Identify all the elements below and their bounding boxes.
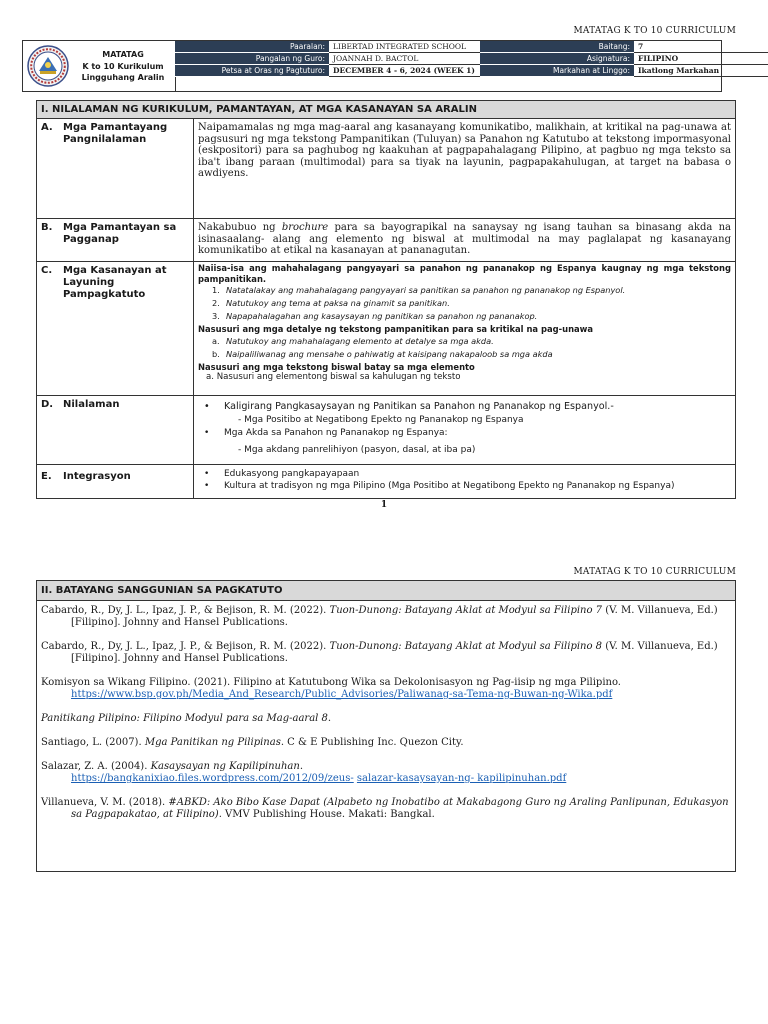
objective-letter: b.	[212, 348, 220, 359]
list-item	[198, 468, 731, 480]
objective-item	[212, 310, 731, 323]
reference-publisher: . VMV Publishing House. Makati: Bangkal.	[218, 809, 435, 820]
objective-heading-3: Nasusuri ang mga tekstong biswal batay sa mga elemento	[198, 361, 475, 372]
row-a-label	[37, 119, 194, 218]
row-c-label	[37, 262, 194, 395]
objective-item	[212, 297, 731, 310]
asignatura-label: Asignatura:	[480, 53, 634, 65]
header-grid	[175, 41, 721, 91]
list-item-text: Kultura at tradisyon ng mga Pilipino (Mga Positibo at Negatibong Epekto ng Pananakop ng Espanya)	[224, 481, 675, 491]
row-b-text-start: Nakabubuo ng	[198, 222, 282, 233]
reference-authors: Cabardo, R., Dy, J. L., Ipaz, J. P., & Bejison, R. M. (2022).	[41, 605, 330, 616]
objective-number: 3.	[212, 311, 220, 321]
reference-item	[41, 605, 731, 629]
reference-link[interactable]: salazar-kasaysayan-ng- kapilipinuhan.pdf	[356, 773, 567, 784]
baitang-label: Baitang:	[480, 41, 634, 53]
bullet-icon: •	[204, 401, 210, 412]
row-d-label-text: Nilalaman	[63, 399, 120, 410]
reference-title: Mga Panitikan ng Pilipinas	[144, 737, 281, 748]
reference-link[interactable]: https://bangkanixiao.files.wordpress.com/2012/09/zeus-	[71, 773, 354, 784]
row-c-content	[194, 262, 735, 395]
curriculum-label: MATATAG K TO 10 CURRICULUM	[573, 26, 736, 36]
row-b-text-end: para sa bayograpikal na sanaysay ng isang tauhan sa binasang akda na isinasaalang- alang ang elemento ng biswal at multimodal na may paglalapat ng kasanayang komunikatibo at etikal na kasanayan at pananagutan.	[198, 222, 731, 256]
page-number: 1	[380, 500, 388, 510]
reference-item	[41, 713, 731, 725]
reference-title: #ABKD: Ako Bibo Kase Dapat (Alpabeto ng Inobatibo at Makabagong Guro ng Araling Panlipunan, Edukasyon sa Pagpapakatao, at Filipino)	[71, 797, 729, 820]
section-2-table	[36, 580, 736, 872]
curriculum-label: MATATAG K TO 10 CURRICULUM	[573, 567, 736, 577]
reference-authors: Cabardo, R., Dy, J. L., Ipaz, J. P., & Bejison, R. M. (2022).	[41, 641, 330, 652]
row-d-content	[194, 396, 735, 464]
objective-heading-2: Nasusuri ang mga detalye ng tekstong pampanitikan para sa kritikal na pag-unawa	[198, 324, 594, 334]
row-e-label-text: Integrasyon	[63, 471, 131, 482]
reference-title: Tuon-Dunong: Batayang Aklat at Modyul sa Filipino 8	[329, 641, 603, 652]
row-c-letter: C.	[41, 265, 53, 276]
reference-link[interactable]: https://www.bsp.gov.ph/Media_And_Research/Public_Advisories/Paliwanag-sa-Tema-ng-Buwan-ng-Wika.pdf	[71, 689, 613, 700]
reference-authors: Santiago, L. (2007).	[41, 737, 145, 748]
logo-cell	[23, 41, 176, 91]
row-a	[37, 119, 735, 219]
reference-authors: Villanueva, V. M. (2018).	[41, 797, 169, 808]
markahan-label: Markahan at Linggo:	[480, 65, 634, 77]
lesson-header	[22, 40, 722, 92]
logo-text	[73, 49, 173, 84]
reference-text: Komisyon sa Wikang Filipino. (2021). Filipino at Katutubong Wika sa Dekolonisasyon ng Pag-iisip ng mga Pilipino.	[41, 677, 621, 688]
row-b-text-italic: brochure	[281, 222, 329, 233]
objective-text: Naipaliliwanag ang mensahe o pahiwatig at kaisipang nakapaloob sa mga akda	[226, 348, 553, 359]
sub-item: - Mga Positibo at Negatibong Epekto ng Pananakop ng Espanya	[238, 415, 524, 425]
objective-item	[212, 348, 731, 361]
bullet-icon: •	[204, 428, 210, 438]
paaralan-label: Paaralan:	[175, 41, 329, 53]
asignatura-value: FILIPINO	[634, 53, 768, 65]
paaralan-value: LIBERTAD INTEGRATED SCHOOL	[329, 41, 480, 53]
row-c-label-text: Mga Kasanayan at Layuning Pampagkatuto	[63, 265, 167, 300]
objective-item	[212, 335, 731, 348]
reference-title: Panitikang Pilipino: Filipino Modyul para sa Mag-aaral 8.	[41, 713, 332, 724]
petsa-value: DECEMBER 4 - 6, 2024 (WEEK 1)	[329, 65, 480, 77]
guro-value: JOANNAH D. BACTOL	[329, 53, 480, 65]
section-2-title: II. BATAYANG SANGGUNIAN SA PAGKATUTO	[37, 581, 735, 601]
reference-item	[41, 737, 731, 749]
row-e	[37, 465, 735, 498]
deped-seal-icon	[27, 45, 69, 87]
row-a-content: Naipamamalas ng mga mag-aaral ang kasanayang komunikatibo, malikhain, at kritikal na pag-unawa at pagsusuri ng mga tekstong Pampanitikan (Tuluyan) sa Panahon ng Katutubo at tekstong impormasyonal (eskpositori) para sa paghubog ng kaakuhan at pagpapahalagang Pilipino, at pagbuo ng mga teksto sa iba't ibang paraan (multimodal) para sa tiyak na layunin, pagpapakahulugan, at target na babasa o awdiyens.	[198, 122, 731, 179]
objective-letter: a.	[212, 335, 220, 346]
reference-authors: Salazar, Z. A. (2004).	[41, 761, 151, 772]
reference-title: Tuon-Dunong: Batayang Aklat at Modyul sa Filipino 7	[329, 605, 603, 616]
list-item	[198, 400, 731, 413]
row-e-label	[37, 465, 194, 498]
objective-item	[212, 284, 731, 297]
baitang-value: 7	[634, 41, 768, 53]
row-e-content	[194, 465, 735, 498]
objective-text: Natutukoy ang tema at paksa na ginamit sa panitikan.	[226, 298, 450, 308]
section-1-table	[36, 100, 736, 499]
bullet-icon: •	[204, 469, 210, 479]
reference-item	[41, 797, 731, 821]
row-d-label	[37, 396, 194, 464]
row-b-label	[37, 219, 194, 261]
row-a-label-text: Mga Pamantayang Pangnilalaman	[63, 122, 168, 145]
list-item	[198, 480, 731, 492]
list-item	[198, 427, 731, 440]
row-d	[37, 396, 735, 465]
reference-end: .	[299, 761, 304, 772]
list-item-text: Kaligirang Pangkasaysayan ng Panitikan sa Panahon ng Pananakop ng Espanyol.-	[224, 401, 614, 412]
objective-text: Napapahalagahan ang kasaysayan ng panitikan sa panahon ng pananakop.	[226, 311, 538, 321]
row-b	[37, 219, 735, 262]
reference-item	[41, 761, 731, 785]
row-b-label-text: Mga Pamantayan sa Pagganap	[63, 222, 177, 245]
petsa-label: Petsa at Oras ng Pagtuturo:	[175, 65, 329, 77]
references-list	[37, 601, 735, 821]
bullet-icon: •	[204, 481, 210, 491]
list-item-text: Edukasyong pangkapayapaan	[224, 469, 360, 479]
reference-item	[41, 641, 731, 665]
section-1-title: I. NILALAMAN NG KURIKULUM, PAMANTAYAN, AT MGA KASANAYAN SA ARALIN	[37, 101, 735, 119]
logo-line-1: MATATAG	[102, 50, 144, 59]
guro-label: Pangalan ng Guro:	[175, 53, 329, 65]
reference-title: Kasaysayan ng Kapilipinuhan	[150, 761, 300, 772]
row-e-letter: E.	[41, 471, 52, 482]
logo-line-2: K to 10 Kurikulum	[82, 61, 164, 71]
reference-publisher: (V. M. Villanueva, Ed.) [Filipino]. Johnny and Hansel Publications.	[71, 605, 718, 628]
reference-publisher: (V. M. Villanueva, Ed.) [Filipino]. Johnny and Hansel Publications.	[71, 641, 718, 664]
reference-publisher: . C & E Publishing Inc. Quezon City.	[280, 737, 464, 748]
row-c	[37, 262, 735, 396]
objective-number: 2.	[212, 298, 220, 308]
list-item-text: Mga Akda sa Panahon ng Pananakop ng Espanya:	[224, 428, 448, 438]
sub-item: - Mga akdang panrelihiyon (pasyon, dasal, at iba pa)	[238, 445, 476, 455]
markahan-value: Ikatlong Markahan	[634, 65, 768, 77]
row-d-letter: D.	[41, 399, 54, 410]
reference-item	[41, 677, 731, 701]
logo-line-3: Lingguhang Aralin	[81, 73, 165, 82]
objective-text: Natutukoy ang mahahalagang elemento at detalye sa mga akda.	[226, 335, 494, 346]
objective-text: Natatalakay ang mahahalagang pangyayari sa panitikan sa panahon ng pananakop ng Espanyol.	[226, 285, 626, 295]
objective-item: a. Nasusuri ang elementong biswal sa kahulugan ng teksto	[206, 372, 461, 382]
row-b-letter: B.	[41, 222, 53, 233]
row-a-letter: A.	[41, 122, 53, 133]
row-b-content	[194, 219, 735, 261]
objective-heading-1: Naiisa-isa ang mahahalagang pangyayari sa panahon ng pananakop ng Espanya kaugnay ng mga tekstong pampanitikan.	[198, 263, 731, 284]
objective-number: 1.	[212, 285, 220, 295]
